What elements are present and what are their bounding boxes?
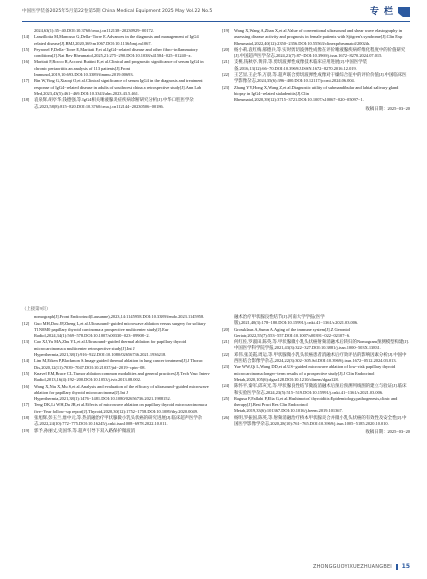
reference-item [22,384,210,403]
footer-divider [396,564,398,570]
reference-text: 邓伟,张美霞,周运,等.甲状腺微小乳头状癌患者消融术后疗效评估的影响因素分析[J].中国中西医结合影像学杂志,2024,22(3):302−305.Sd.DOI:10.3969/j.issn.1672−0512.2024.03.013. [234,351,407,364]
reference-text: Lanzillotta M,Mancuso G,Della−Torre E.Advances in the diagnosis and management of IgG4 related disease[J].BMJ,2020,369:m1067.DOI:10.1136/bmj.m1067. [34,34,199,46]
reference-text: 融术治疗甲状腺良性结节[J].河南大学学报(医学版),2021,40(3):178−180.DOI:10.15991/j.cnki.41−1361/r.2021.03.006. [234,314,359,326]
reference-text: Zhang YY,Hong X,Wang Z,et al.Diagnostic utility of submandibular and labial salivary gland biopsy in IgG4−related sialadenitis[J].Clin Rheumatol,2020,39(12):3715−3721.DOI:10.1007/s10067−020−05097−1. [234,84,399,103]
reference-item [222,396,410,415]
reference-text: 袁泉辉,胡亭华,钱德强,等.IgG4相关唾液腺炎症疾病诊断研究分析[J].中华口腔医学杂志,2023,58(8):815−820.DOI:10.3760/cma.j.cn112144−20230506−00186. [34,97,194,109]
reference-item [22,415,210,428]
reference-text: 王艺显,王企华,万晨,等.超声联合剪切波弹性成像对干燥综合征中的评价价值[J].中国临床医学影像杂志,2024,35(6):396−400.DOI:10.12117/jccmi.2024.06.004. [234,72,407,84]
reference-number: [16] [22,383,30,389]
reference-number: [23] [222,364,230,370]
reference-text: Grossklaus A,Sumn A.Aging of the immune system[J].Z Gerontol Geriatr,2022,55(7):553−557.DOI:10.1007/s00391−022−02107−6. [234,326,351,338]
reference-text: Knavel EM,Brace CL.Tumor ablation:common modalities and general practices[J].Tech Vasc Interv Radiol,2013,16(4):192−200.DOI:10.1053/j.tvir.2013.08.002. [34,370,210,383]
reference-item [222,383,410,396]
reference-number: [15] [22,370,30,376]
top-right-references [222,28,410,112]
reference-number: [21] [222,59,230,65]
continuation-label: （上接第9页） [22,306,51,311]
page-number: 15 [401,563,410,570]
reference-text: Lim M,Eiken P,Blackmon S.Image guided thermal ablation in lung cancer treatment[J].J Thorac Dis,2020,12(11):7039−7047.DOI:10.21037/jtd−2019−cptn−08. [34,358,203,370]
reference-item [222,327,410,340]
reference-number: [23] [222,84,230,90]
reference-text: 2024,63(1):35−40.DOI:10.3760/cma.j.cn112138−20230929−00172. [34,28,154,33]
reference-text: 郭予,孙丽丈,史国华,等.超声引导下双入路保护微波消 [34,427,135,433]
reference-number: [21] [222,339,230,345]
page-header [22,4,410,20]
reference-item [222,314,410,327]
reference-item [22,97,210,110]
received-date: 收稿日期：2025−03−20 [365,105,410,111]
section-category: 专 栏 [369,7,394,17]
header-rule [22,21,410,22]
reference-number: [13] [22,339,30,345]
top-left-references [22,28,210,110]
reference-item [22,402,210,415]
reference-text: 支桃,钱秋亭,黄萍,等.剪切波弹性成像技术临床应用进展[J].中国医学装备,2016,13(12):66−70.DOI:10.3969/J.ISSN.1672−8270.2016.12.019. [234,59,368,71]
received-date: 收稿日期：2025−03−20 [365,429,410,435]
reference-item [22,321,210,340]
reference-number: [19] [22,427,30,433]
reference-text: 杨明,罗振国,陈英,等.射频消融治疗桥本甲状腺炎合并微小乳头状癌的有效性及安全性[J].中国医学影像学杂志,2020,28(10):761−765.DOI:10.3969/j.issn.1005−5185.2020.10.010. [234,414,407,427]
reference-text: Wang X,Wang A,Zhan X,et al.Value of conventional ultrasound and shear wave elastography in assessing disease activity and prognosis in female patients with Sjögren's syndrome[J].Clin Exp Rheumatol,2022,40(12):2350−2356.DOI:10.55563/clinexprheumatol/2002ih. [234,28,403,46]
reference-text: 何红佐,罗淑田,陈英,等.甲状腺微小乳头状癌射频消融术后转归的Nomogram预测模型构建[J].中国医学科学院学报,2021,43(3):322−327.DOI:10.3881/j.issn.1000−503X.13831. [234,339,410,351]
reference-text: 张旭辉,彭玉兰,詹中元,等.热消融治疗甲状腺微小乳头状癌的研究进展[J].临床超声医学杂志,2022,24(10):772−775.DOI:10.16245/j.cnki.issn1008−6978.2022.10.011. [34,415,203,427]
reference-item [22,34,210,47]
reference-item [22,59,210,78]
reference-item [22,339,210,358]
reference-number: [14] [22,358,30,364]
reference-text: Teng DK,Li WH,Du JR,et al.Effects of microwave ablation on papillary thyroid microcarcinoma:a five−Year follow−up report[J].Thyroid,2020,30(12):1752−1758.DOI:10.1089/thy.2020.0049. [34,402,208,414]
reference-number: [20] [222,326,230,332]
reference-number: [22] [222,351,230,357]
reference-number: [20] [222,46,230,52]
reference-item [22,78,210,97]
reference-item [222,28,410,47]
reference-number: [24] [222,383,230,389]
reference-item [22,358,210,371]
reference-number: [18] [22,415,30,421]
reference-number: [15] [22,46,30,52]
reference-number: [26] [222,414,230,420]
reference-text: 陈怀平,秦军,邱亥光,等.甲状腺良性结节微波消融术后预后预测列线图的建立与验证[J].临床和实验医学杂志,2024,23(5):515−519.DOI:10.15991/j.cnki.41−1361/r.2021.03.006. [234,383,407,395]
reference-text: Peyronel F,Della−Torre E,Maritati F,et al.IgG4−related disease and other fibro−inflammatory conditions[J].Nat Rev Rheumatol,2025,21:275−290.DOI:10.1038/s41584−025−01240−x. [34,46,198,59]
journal-header-line: 中国医学装备2025年5月第22卷第5期 China Medical Equipment 2025 May Vol.22 No.5 [22,9,213,14]
reference-item [222,352,410,365]
reference-text: Wang X,Niu X,Mu S,et al.Analysis and evaluation of the efficacy of ultrasound−guided microwave ablation for papillary thyroid microcarcinoma[J].Int J Hyperthermia,2021,38(1):1476−1481.DOI:10.1080/02656736.2021.1988152. [34,383,209,402]
reference-number: [18] [22,97,30,103]
reference-number: [19] [222,28,230,33]
reference-item [222,339,410,352]
reference-number: [25] [222,395,230,401]
bottom-right-references [222,314,410,436]
reference-text: Guo MH,Dou JP,Zheng L,et al.Ultrasound−guided microwave ablation versus surgery for solitary T1N0M0 papillary thyroid carcinoma:a prospective multicenter study[J].Eur Radiol,2024,34(1):569−578.DOI:10.1007/s00330−023−09908−2. [34,320,206,339]
footer-journal-name: ZHONGGUOYIXUEZHUANGBEI [312,564,392,570]
bottom-left-references [22,306,210,434]
reference-number: [17] [22,78,30,84]
reference-number: [16] [22,59,30,65]
reference-text: nomograph[J].Front Endocrinol(Lausanne),2023,14:1145958.DOI:10.3389/fendo.2023.1145958. [34,314,205,320]
reference-item [222,415,410,428]
reference-number: [17] [22,402,30,408]
reference-text: Ragusa F,Fallahi P,Elia G,et al.Hashimotos' thyroiditis:Epidemiology,pathogenesis,clinic and therapy[J].Best Pract Res Clin Endocrinol Metab,2019,33(6):101367.DOI:10.1016/j.beem.2019.101367. [234,395,398,414]
reference-item [22,371,210,384]
reference-item [222,59,410,72]
reference-item [222,85,410,104]
reference-number: [12] [22,320,30,326]
reference-text: Cao XJ,Yu MA,Zhu YL,et al.Ultrasound−guided thermal ablation for papillary thyroid microcarcinoma:a multicenter retrospective study[J].Int J Hyperthermia,2021,38(1):916−922.DOI:10.1080/02656736.2021.1936218. [34,339,187,358]
reference-number: [14] [22,34,30,40]
reference-item [222,47,410,60]
reference-item [22,47,210,60]
reference-item [222,72,410,85]
reference-item [22,428,210,434]
reference-item [222,364,410,383]
reference-text: 杨小莉,袁红梅,郝德兵,等.实时剪切波弹性成像在评价唾液腺疾病纤维化程度中的价值研究[J].中国超声医学杂志,2024,21(7):87−DOI:10.3969/j.issn.1672−8270.2024.07.015. [234,46,406,59]
reference-text: Bin W,Ying G,Xiaoqi O,et al.Clinical significance of serum IgG4 in the diagnosis and treatment response of IgG4−related disease in adults of southwest china a retrospective study[J].Ann Lab Med,2023,43(5):461−469.DOI:10.3343/alm.2023.43.5.461. [34,78,203,96]
reference-text: Yue WW,Qi L,Wang DD,et al.US−guided microwave ablation of low−risk papillary thyroid microcarcinoma:longer−term results of a prospective study[J].J Clin Endocrinol Metab,2020,105(6):dgaa128.DOI:10.1210/clinem/dgaa128. [234,364,396,382]
section-mark-icon [398,7,410,17]
reference-number: [22] [222,72,230,78]
page-footer [290,562,410,572]
reference-text: Maritati F,Rocco R,Accorsi Buttini E,et al.Clinical and prognostic significance of serum IgG4 in chronic periaortitis an analysis of 113 patients[J].Front Immunol,2019,10:693.DOI:10.3389/fimmu.2019.00693. [34,59,204,78]
